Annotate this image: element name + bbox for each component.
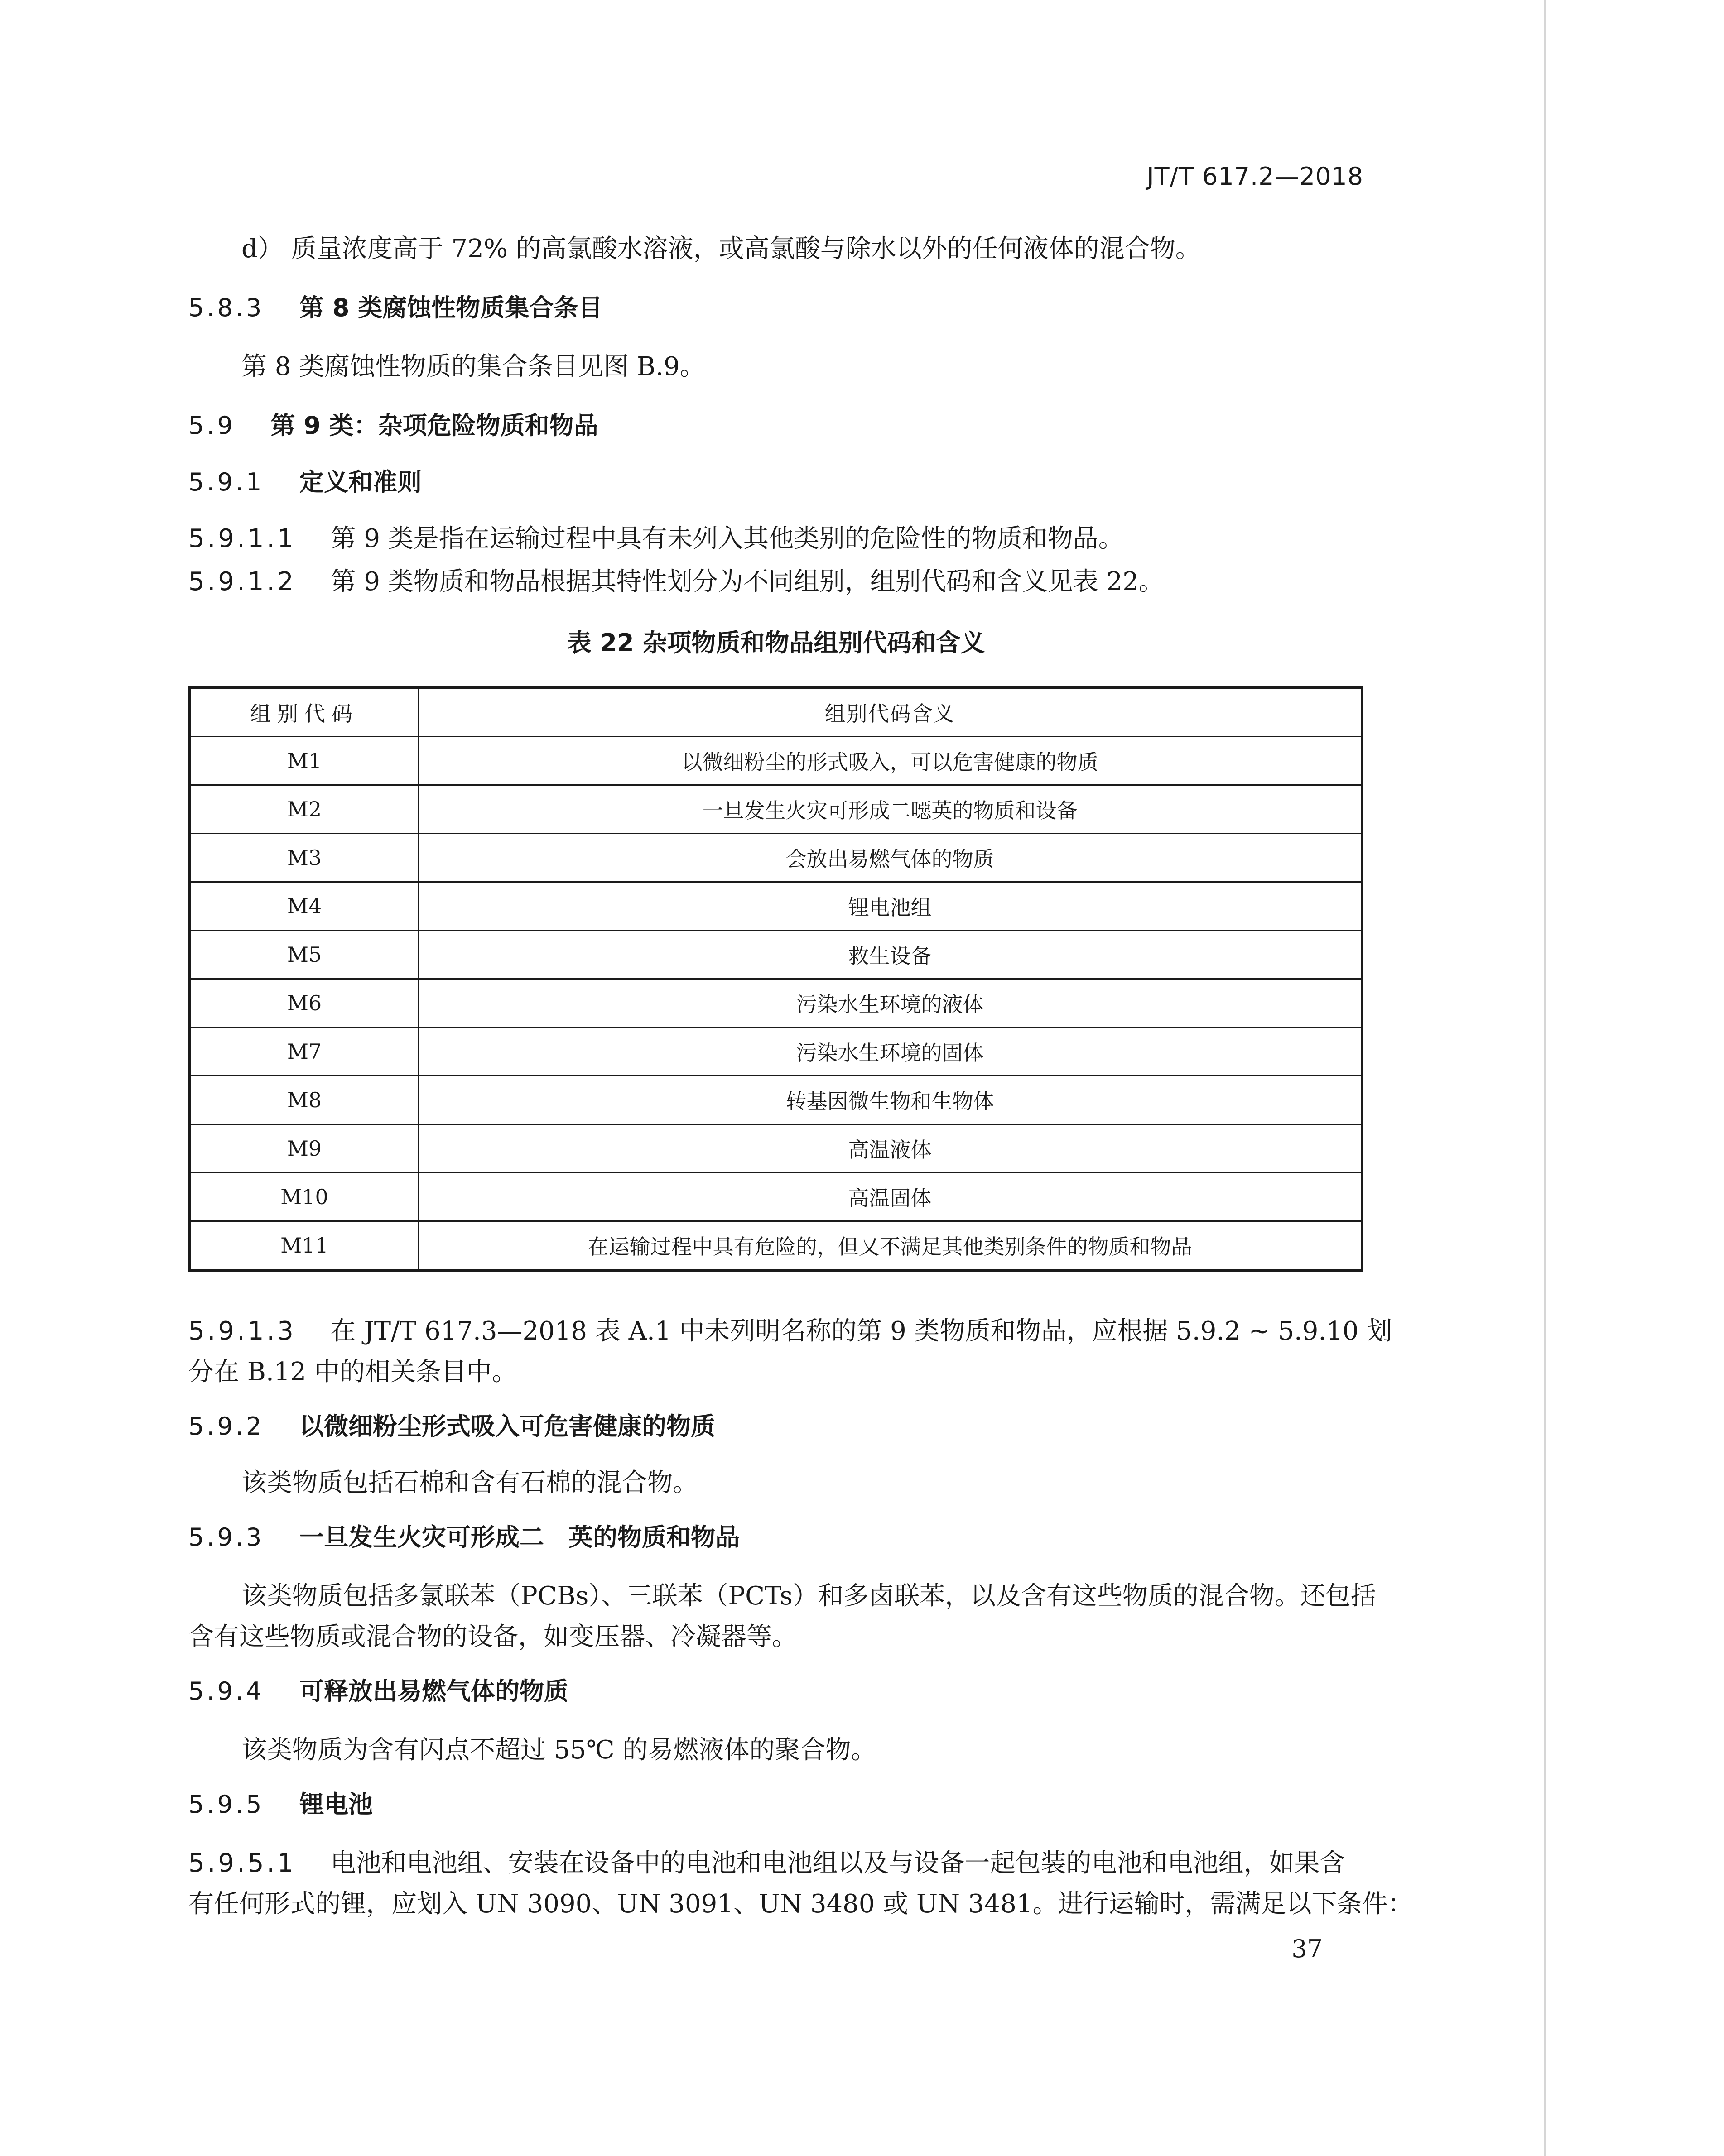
cell-code: M3 bbox=[190, 834, 419, 882]
cell-code: M5 bbox=[190, 931, 419, 979]
cell-meaning: 会放出易燃气体的物质 bbox=[419, 834, 1363, 882]
cell-code: M6 bbox=[190, 979, 419, 1028]
cell-meaning: 锂电池组 bbox=[419, 882, 1363, 931]
page-edge-divider bbox=[1544, 0, 1546, 2156]
header-group-meaning: 组别代码含义 bbox=[419, 687, 1363, 737]
cell-meaning: 在运输过程中具有危险的，但又不满足其他类别条件的物质和物品 bbox=[419, 1221, 1363, 1271]
heading-5-9-4 bbox=[188, 1673, 568, 1709]
heading-number: 5.8.3 bbox=[188, 293, 265, 322]
cell-meaning: 污染水生环境的固体 bbox=[419, 1028, 1363, 1076]
cell-code: M2 bbox=[190, 785, 419, 834]
paragraph-5-9-3-line2: 含有这些物质或混合物的设备，如变压器、冷凝器等。 bbox=[188, 1622, 797, 1652]
paragraph-5-9-4: 该类物质为含有闪点不超过 55℃ 的易燃液体的聚合物。 bbox=[241, 1735, 876, 1765]
clause-text: 在 JT/T 617.3—2018 表 A.1 中未列明名称的第 9 类物质和物品，应根据 5.9.2 ~ 5.9.10 划 bbox=[330, 1316, 1392, 1346]
heading-5-9-1 bbox=[188, 464, 422, 500]
cell-code: M10 bbox=[190, 1173, 419, 1221]
heading-title: 可释放出易燃气体的物质 bbox=[299, 1677, 569, 1705]
clause-5-9-1-3-line2: 分在 B.12 中的相关条目中。 bbox=[188, 1357, 517, 1387]
heading-5-9 bbox=[188, 408, 598, 444]
table-row bbox=[190, 1173, 1362, 1221]
clause-5-9-1-3-line1 bbox=[188, 1313, 1392, 1349]
heading-5-8-3 bbox=[188, 290, 602, 326]
cell-code: M4 bbox=[190, 882, 419, 931]
cell-code: M8 bbox=[190, 1076, 419, 1124]
clause-text: 第 9 类是指在运输过程中具有未列入其他类别的危险性的物质和物品。 bbox=[330, 524, 1124, 553]
clause-5-9-1-2 bbox=[188, 564, 1164, 600]
cell-meaning: 一旦发生火灾可形成二噁英的物质和设备 bbox=[419, 785, 1363, 834]
heading-title: 第 9 类：杂项危险物质和物品 bbox=[270, 411, 598, 440]
cell-code: M1 bbox=[190, 737, 419, 785]
heading-number: 5.9.1 bbox=[188, 468, 265, 496]
cell-code: M7 bbox=[190, 1028, 419, 1076]
clause-number: 5.9.1.2 bbox=[188, 567, 296, 596]
table-header-row bbox=[190, 687, 1362, 737]
table-row bbox=[190, 785, 1362, 834]
header-group-code: 组别代码 bbox=[190, 687, 419, 737]
cell-code: M11 bbox=[190, 1221, 419, 1271]
cell-meaning: 转基因微生物和生物体 bbox=[419, 1076, 1363, 1124]
clause-text: 第 9 类物质和物品根据其特性划分为不同组别，组别代码和含义见表 22。 bbox=[330, 567, 1164, 596]
clause-5-9-5-1-line1 bbox=[188, 1845, 1345, 1882]
table-row bbox=[190, 834, 1362, 882]
cell-meaning: 高温液体 bbox=[419, 1124, 1363, 1173]
heading-5-9-5 bbox=[188, 1786, 373, 1823]
clause-number: 5.9.1.3 bbox=[188, 1316, 296, 1346]
heading-number: 5.9.5 bbox=[188, 1790, 265, 1819]
heading-5-9-2 bbox=[188, 1408, 715, 1445]
cell-code: M9 bbox=[190, 1124, 419, 1173]
heading-number: 5.9 bbox=[188, 411, 236, 440]
clause-number: 5.9.1.1 bbox=[188, 524, 296, 553]
paragraph-5-9-2: 该类物质包括石棉和含有石棉的混合物。 bbox=[241, 1468, 698, 1498]
table-row bbox=[190, 1028, 1362, 1076]
heading-number: 5.9.4 bbox=[188, 1677, 265, 1705]
table-row bbox=[190, 979, 1362, 1028]
standard-code-header: JT/T 617.2—2018 bbox=[1146, 162, 1363, 191]
group-code-table bbox=[188, 686, 1363, 1272]
table-row bbox=[190, 1124, 1362, 1173]
heading-title: 定义和准则 bbox=[299, 468, 422, 496]
heading-title: 一旦发生火灾可形成二 英的物质和物品 bbox=[299, 1523, 740, 1551]
item-d-text: d） 质量浓度高于 72% 的高氯酸水溶液，或高氯酸与除水以外的任何液体的混合物。 bbox=[241, 234, 1201, 264]
table-row bbox=[190, 931, 1362, 979]
clause-number: 5.9.5.1 bbox=[188, 1849, 296, 1878]
page-number: 37 bbox=[1291, 1935, 1323, 1963]
heading-number: 5.9.3 bbox=[188, 1523, 265, 1551]
cell-meaning: 以微细粉尘的形式吸入，可以危害健康的物质 bbox=[419, 737, 1363, 785]
table-row bbox=[190, 1076, 1362, 1124]
cell-meaning: 高温固体 bbox=[419, 1173, 1363, 1221]
table-row bbox=[190, 882, 1362, 931]
table-row bbox=[190, 1221, 1362, 1271]
heading-number: 5.9.2 bbox=[188, 1412, 265, 1441]
heading-title: 锂电池 bbox=[299, 1790, 373, 1819]
paragraph-5-8-3: 第 8 类腐蚀性物质的集合条目见图 B.9。 bbox=[241, 352, 705, 381]
table-caption: 表 22 杂项物质和物品组别代码和含义 bbox=[567, 629, 985, 657]
table-row bbox=[190, 737, 1362, 785]
clause-text: 电池和电池组、安装在设备中的电池和电池组以及与设备一起包装的电池和电池组，如果含 bbox=[330, 1849, 1345, 1878]
heading-5-9-3 bbox=[188, 1519, 740, 1556]
paragraph-5-9-3-line1: 该类物质包括多氯联苯（PCBs）、三联苯（PCTs）和多卤联苯，以及含有这些物质的混合物。还包括 bbox=[241, 1581, 1376, 1611]
clause-5-9-5-1-line2: 有任何形式的锂，应划入 UN 3090、UN 3091、UN 3480 或 UN 3481。进行运输时，需满足以下条件： bbox=[188, 1889, 1413, 1919]
cell-meaning: 救生设备 bbox=[419, 931, 1363, 979]
clause-5-9-1-1 bbox=[188, 521, 1124, 557]
heading-title: 以微细粉尘形式吸入可危害健康的物质 bbox=[299, 1412, 716, 1441]
heading-title: 第 8 类腐蚀性物质集合条目 bbox=[299, 293, 603, 322]
cell-meaning: 污染水生环境的液体 bbox=[419, 979, 1363, 1028]
